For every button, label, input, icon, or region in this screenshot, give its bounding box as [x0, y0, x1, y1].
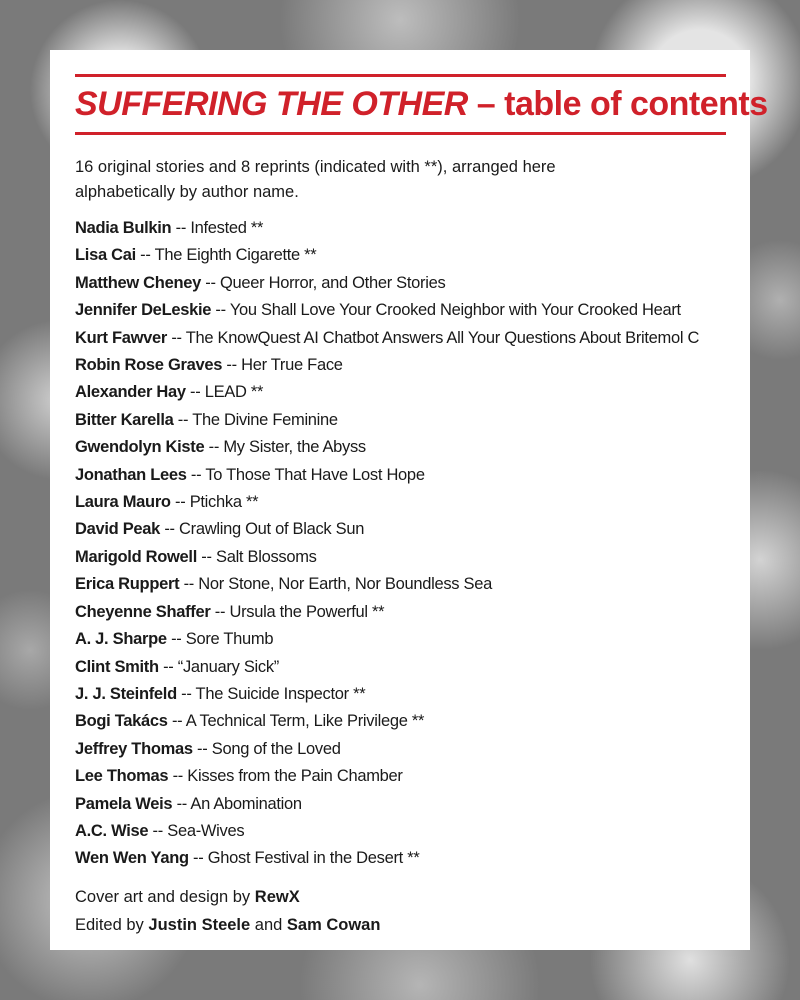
- title-block: [75, 74, 768, 135]
- toc-story-title: Queer Horror, and Other Stories: [219, 273, 446, 292]
- toc-entry: [75, 352, 726, 379]
- editor-credit-label: Edited by: [75, 915, 149, 934]
- toc-list: [75, 215, 726, 873]
- editor-joiner: and: [250, 915, 287, 934]
- toc-separator: --: [211, 301, 230, 320]
- toc-entry: [75, 297, 726, 324]
- toc-author: Pamela Weis: [75, 794, 173, 813]
- toc-separator: --: [160, 520, 180, 539]
- toc-author: Robin Rose Graves: [75, 356, 223, 375]
- toc-story-title: The Divine Feminine: [192, 410, 338, 429]
- toc-entry: [75, 379, 726, 406]
- toc-entry: [75, 407, 726, 434]
- toc-story-title: The Eighth Cigarette **: [154, 246, 317, 265]
- title-suffix: – table of contents: [467, 85, 768, 123]
- credits: [75, 883, 726, 939]
- editor-credit: [75, 911, 726, 939]
- toc-entry: [75, 270, 726, 297]
- toc-story-title: Sore Thumb: [185, 630, 274, 649]
- toc-author: Gwendolyn Kiste: [75, 438, 205, 457]
- toc-author: Marigold Rowell: [75, 547, 198, 566]
- toc-author: Lisa Cai: [75, 246, 136, 265]
- toc-entry: [75, 489, 726, 516]
- toc-separator: --: [172, 794, 191, 813]
- toc-story-title: Her True Face: [241, 356, 343, 375]
- toc-author: Lee Thomas: [75, 767, 169, 786]
- toc-entry: [75, 654, 726, 681]
- toc-story-title: An Abomination: [190, 794, 302, 813]
- intro-text: 16 original stories and 8 reprints (indicated with **), arranged here alphabetically by author name.: [75, 158, 556, 201]
- toc-entry: [75, 571, 726, 598]
- toc-story-title: Ghost Festival in the Desert **: [207, 849, 420, 868]
- cover-credit-label: Cover art and design by: [75, 887, 255, 906]
- toc-entry: [75, 242, 726, 269]
- toc-author: Laura Mauro: [75, 493, 171, 512]
- toc-author: Erica Ruppert: [75, 575, 180, 594]
- toc-story-title: Sea-Wives: [167, 821, 245, 840]
- toc-entry: [75, 462, 726, 489]
- toc-separator: --: [171, 219, 191, 237]
- toc-story-title: Ursula the Powerful **: [229, 602, 385, 621]
- toc-entry: [75, 599, 726, 626]
- toc-entry: [75, 215, 726, 242]
- toc-story-title: The Suicide Inspector **: [195, 684, 366, 703]
- page-title: [75, 83, 768, 125]
- toc-story-title: Nor Stone, Nor Earth, Nor Boundless Sea: [198, 575, 492, 594]
- contents-panel: [50, 50, 768, 950]
- editor-name: Sam Cowan: [286, 915, 381, 934]
- toc-entry: [75, 434, 726, 461]
- toc-separator: --: [176, 684, 196, 703]
- toc-entry: [75, 516, 726, 543]
- anthology-title: SUFFERING THE OTHER: [75, 85, 468, 123]
- toc-separator: --: [201, 273, 220, 292]
- toc-separator: --: [204, 438, 224, 457]
- toc-entry: [75, 325, 726, 352]
- toc-author: Nadia Bulkin: [75, 219, 172, 237]
- toc-separator: --: [158, 657, 178, 676]
- toc-separator: --: [210, 602, 230, 621]
- toc-story-title: Song of the Loved: [211, 739, 341, 758]
- toc-separator: --: [179, 575, 199, 594]
- toc-story-title: Ptichka **: [189, 493, 259, 512]
- toc-separator: --: [167, 328, 186, 347]
- toc-separator: --: [168, 767, 188, 786]
- toc-story-title: Crawling Out of Black Sun: [179, 520, 365, 539]
- toc-story-title: Infested **: [190, 219, 264, 237]
- toc-author: A. J. Sharpe: [75, 630, 167, 649]
- toc-separator: --: [167, 712, 186, 731]
- toc-separator: --: [192, 739, 212, 758]
- toc-separator: --: [170, 493, 190, 512]
- toc-entry: [75, 626, 726, 653]
- toc-author: Matthew Cheney: [75, 273, 201, 292]
- toc-story-title: Kisses from the Pain Chamber: [187, 767, 403, 786]
- toc-author: A.C. Wise: [75, 821, 149, 840]
- toc-entry: [75, 544, 726, 571]
- toc-author: Alexander Hay: [75, 383, 186, 402]
- toc-separator: --: [148, 821, 168, 840]
- toc-entry: [75, 763, 726, 790]
- toc-story-title: The KnowQuest AI Chatbot Answers All Your Questions About Britemol C: [185, 328, 700, 347]
- toc-author: Clint Smith: [75, 657, 159, 676]
- toc-separator: --: [166, 630, 186, 649]
- toc-separator: --: [135, 246, 155, 265]
- toc-story-title: Salt Blossoms: [215, 547, 317, 566]
- cover-artist: RewX: [254, 887, 300, 906]
- toc-entry: [75, 818, 726, 845]
- toc-separator: --: [197, 547, 216, 566]
- toc-author: Bitter Karella: [75, 410, 174, 429]
- toc-author: Jeffrey Thomas: [75, 739, 193, 758]
- toc-author: Kurt Fawver: [75, 328, 168, 347]
- toc-separator: --: [188, 849, 208, 868]
- toc-entry: [75, 681, 726, 708]
- toc-separator: --: [186, 465, 206, 484]
- toc-entry: [75, 791, 726, 818]
- toc-entry: [75, 736, 726, 763]
- toc-story-title: My Sister, the Abyss: [223, 438, 366, 457]
- toc-entry: [75, 708, 726, 735]
- editor-name: Justin Steele: [148, 915, 251, 934]
- toc-author: Cheyenne Shaffer: [75, 602, 211, 621]
- toc-entry: [75, 845, 726, 872]
- cover-credit: [75, 883, 726, 911]
- toc-story-title: You Shall Love Your Crooked Neighbor with Your Crooked Heart: [229, 301, 681, 320]
- toc-author: Jonathan Lees: [75, 465, 187, 484]
- toc-story-title: A Technical Term, Like Privilege **: [185, 712, 425, 731]
- toc-author: Jennifer DeLeskie: [75, 301, 212, 320]
- toc-author: Wen Wen Yang: [75, 849, 189, 868]
- toc-separator: --: [185, 383, 205, 402]
- toc-author: David Peak: [75, 520, 161, 539]
- toc-author: J. J. Steinfeld: [75, 684, 177, 703]
- toc-separator: --: [222, 356, 242, 375]
- toc-story-title: LEAD **: [204, 383, 264, 402]
- toc-separator: --: [173, 410, 193, 429]
- toc-story-title: To Those That Have Lost Hope: [205, 465, 425, 484]
- toc-author: Bogi Takács: [75, 712, 168, 731]
- toc-story-title: “January Sick”: [177, 657, 279, 676]
